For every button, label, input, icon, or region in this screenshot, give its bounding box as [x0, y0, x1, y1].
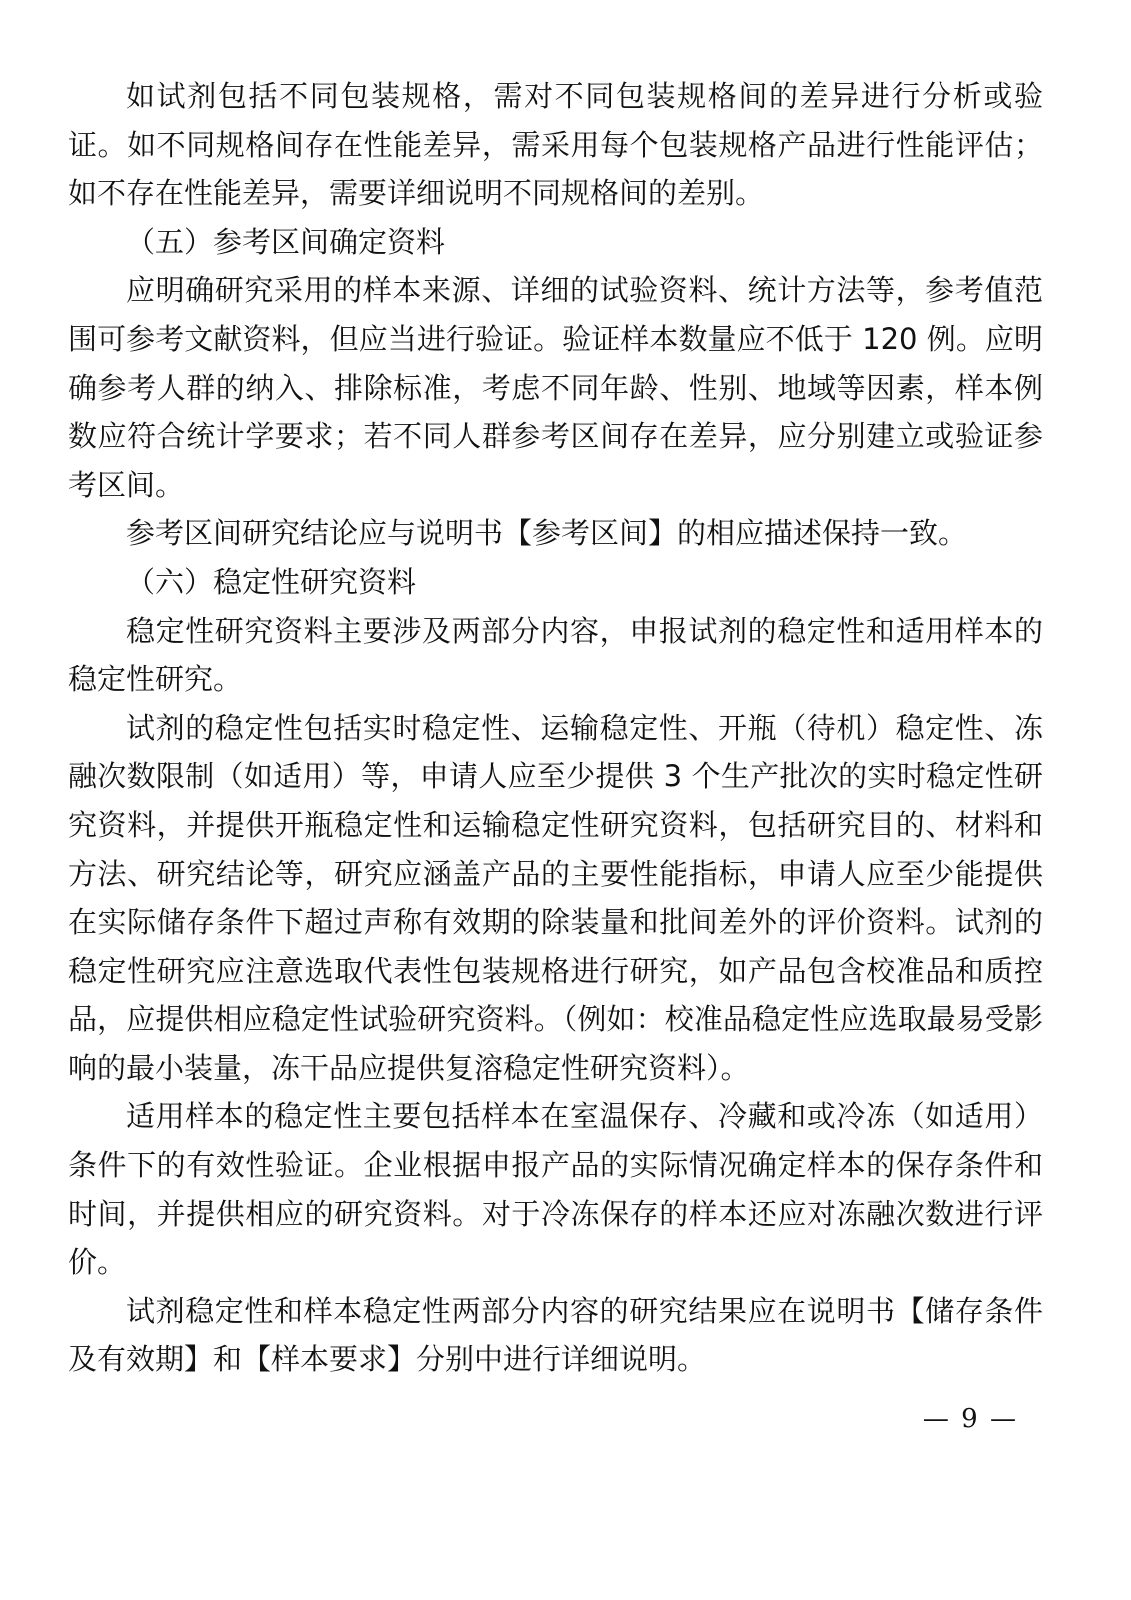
- page-number: — 9 —: [922, 1404, 1018, 1434]
- paragraph-stability-overview: 稳定性研究资料主要涉及两部分内容，申报试剂的稳定性和适用样本的稳定性研究。: [68, 613, 1043, 697]
- paragraph-reagent-stability: 试剂的稳定性包括实时稳定性、运输稳定性、开瓶（待机）稳定性、冻融次数限制（如适用）等，申请人应至少提供 3 个生产批次的实时稳定性研究资料，并提供开瓶稳定性和运输稳定性研究资料，包括研究目的、材料和方法、研究结论等，研究应涵盖产品的主要性能指标，申请人应至少能提供在实际储存条件下超过声称有效期的除装量和批间差外的评价资料。试剂的稳定性研究应注意选取代表性包装规格进行研究，如产品包含校准品和质控品，应提供相应稳定性试验研究资料。（例如：校准品稳定性应选取最易受影响的最小装量，冻干品应提供复溶稳定性研究资料）。: [68, 710, 1043, 1085]
- section-heading-reference-interval: （五）参考区间确定资料: [126, 224, 446, 259]
- paragraph-reference-interval-method: 应明确研究采用的样本来源、详细的试验资料、统计方法等，参考值范围可参考文献资料，但应当进行验证。验证样本数量应不低于 120 例。应明确参考人群的纳入、排除标准，考虑不同年龄、性别、地域等因素，样本例数应符合统计学要求；若不同人群参考区间存在差异，应分别建立或验证参考区间。: [68, 273, 1043, 502]
- paragraph-sample-stability: 适用样本的稳定性主要包括样本在室温保存、冷藏和或冷冻（如适用）条件下的有效性验证。企业根据申报产品的实际情况确定样本的保存条件和时间，并提供相应的研究资料。对于冷冻保存的样本还应对冻融次数进行评价。: [68, 1099, 1043, 1280]
- paragraph-stability-results: 试剂稳定性和样本稳定性两部分内容的研究结果应在说明书【储存条件及有效期】和【样本要求】分别中进行详细说明。: [68, 1293, 1043, 1377]
- section-heading-stability: （六）稳定性研究资料: [126, 564, 417, 599]
- paragraph-reference-interval-conclusion: 参考区间研究结论应与说明书【参考区间】的相应描述保持一致。: [126, 516, 968, 551]
- document-body: [68, 72, 1043, 1384]
- paragraph-packaging-specs: 如试剂包括不同包装规格，需对不同包装规格间的差异进行分析或验证。如不同规格间存在性能差异，需采用每个包装规格产品进行性能评估；如不存在性能差异，需要详细说明不同规格间的差别。: [68, 79, 1043, 211]
